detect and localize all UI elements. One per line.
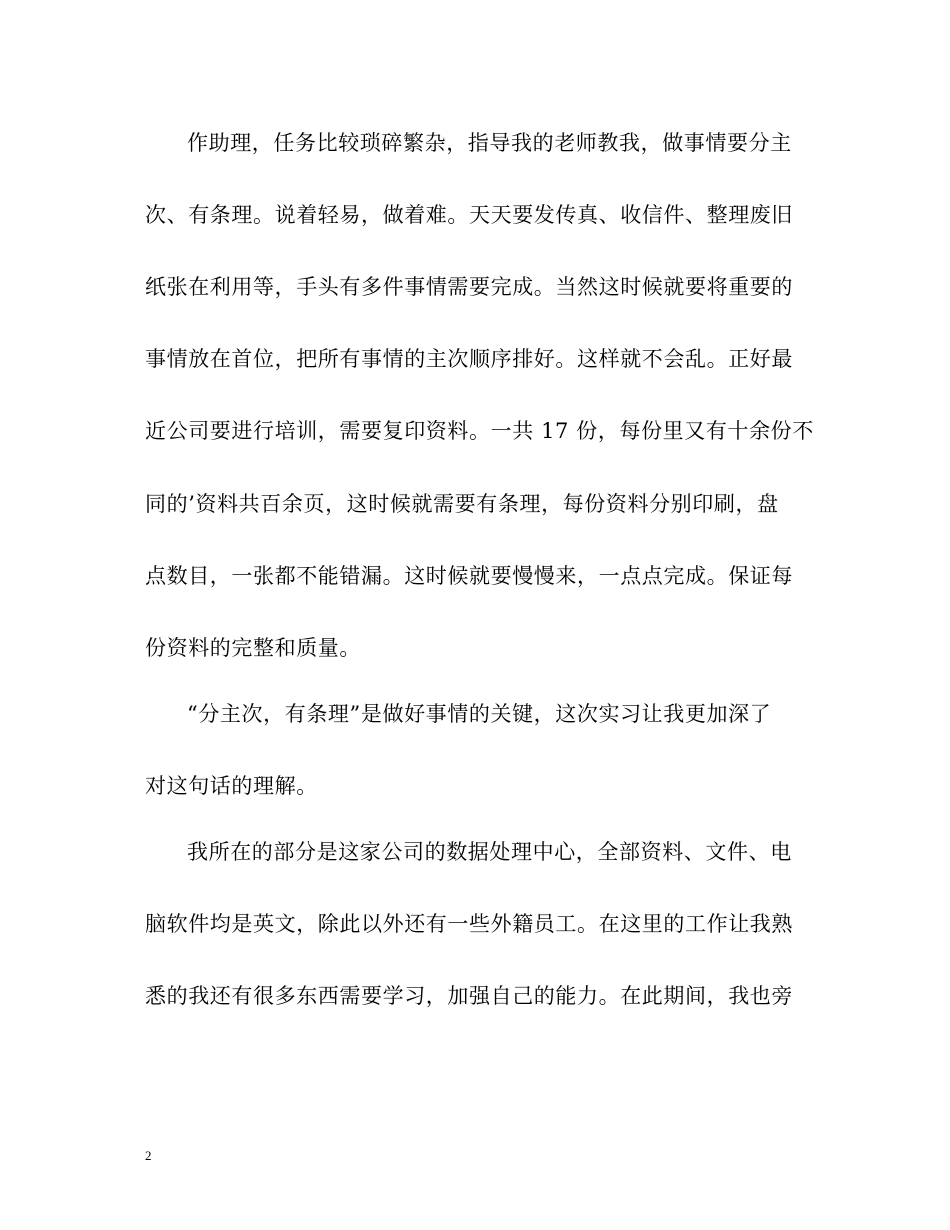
paragraph-line: 脑软件均是英文，除此以外还有一些外籍员工。在这里的工作让我熟 [145, 912, 793, 936]
paragraph-line: 点数目，一张都不能错漏。这时候就要慢慢来，一点点完成。保证每 [145, 564, 793, 588]
paragraph-line: “分主次，有条理”是做好事情的关键，这次实习让我更加深了 [187, 702, 772, 726]
paragraph-line: 纸张在利用等，手头有多件事情需要完成。当然这时候就要将重要的 [145, 275, 793, 299]
paragraph-line: 同的’资料共百余页，这时候就需要有条理，每份资料分别印刷，盘 [145, 492, 779, 516]
paragraph-line: 份资料的完整和质量。 [145, 636, 361, 660]
paragraph-line: 作助理，任务比较琐碎繁杂，指导我的老师教我，做事情要分主 [187, 131, 792, 155]
paragraph-line: 次、有条理。说着轻易，做着难。天天要发传真、收信件、整理废旧 [145, 203, 793, 227]
page-number: 2 [145, 1148, 152, 1163]
paragraph-line: 事情放在首位，把所有事情的主次顺序排好。这样就不会乱。正好最 [145, 347, 793, 371]
paragraph-line: 悉的我还有很多东西需要学习，加强自己的能力。在此期间，我也旁 [145, 984, 793, 1008]
paragraph-line: 近公司要进行培训，需要复印资料。一共 17 份，每份里又有十余份不 [145, 419, 814, 443]
paragraph-line: 我所在的部分是这家公司的数据处理中心，全部资料、文件、电 [187, 840, 792, 864]
paragraph-line: 对这句话的理解。 [145, 774, 318, 798]
